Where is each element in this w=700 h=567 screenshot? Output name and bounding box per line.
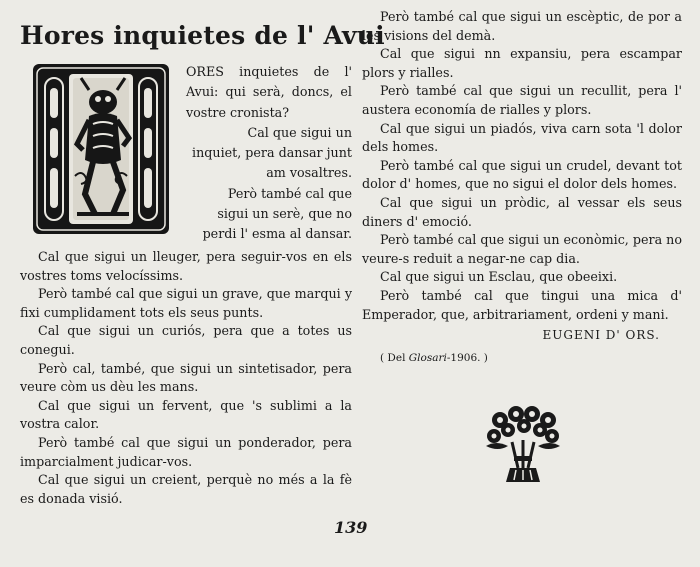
paragraph: Cal que sigui un lleuger, pera seguir-vos en els vostres toms velocíssims. <box>20 249 352 283</box>
source-suffix: -1906. ) <box>446 352 488 365</box>
intro-block <box>20 62 352 248</box>
paragraph: Cal que sigui un pròdic, al vessar els seus diners d' emoció. <box>362 194 682 229</box>
left-column <box>20 8 385 508</box>
source-prefix: ( Del <box>380 352 409 365</box>
intro-text <box>186 62 352 245</box>
right-column <box>362 8 682 366</box>
paragraph: Cal que sigui un piadós, viva carn sota 'l dolor dels homes. <box>362 120 682 155</box>
wheat-sheaf-ornament-icon <box>482 406 564 486</box>
paragraph: Però cal, també, que sigui un sintetisador, pera veure còm us dèu les mans. <box>20 360 352 395</box>
intro-paragraph: Però també cal que sigui un serè, que no perdi l' esma al dansar. <box>202 185 352 242</box>
paragraph: Cal que sigui nn expansiu, pera escampar plors y rialles. <box>362 46 682 80</box>
paragraph: Però també cal que sigui un grave, que marqui y fixi cumplidament tots els seus punts. <box>20 286 352 320</box>
author-signature: EUGENI D' ORS. <box>542 328 660 343</box>
paragraph: Però també cal que tingui una mica d' Emperador, que, arbitrariament, ordeni y mani. <box>362 287 682 322</box>
paragraph: Però també cal que sigui un recullit, pera l' austera economía de rialles y plors. <box>362 83 682 117</box>
paragraph: Cal que sigui un fervent, que 's sublimi a la vostra calor. <box>20 397 352 432</box>
paragraph: Però també cal que sigui un crudel, devant tot dolor d' homes, que no sigui el dolor dels homes. <box>362 157 682 192</box>
paragraph: Cal que sigui un Esclau, que obeeixi. <box>380 269 618 285</box>
intro-paragraph: Cal que sigui un inquiet, pera dansar junt am vosaltres. <box>192 124 352 181</box>
paragraph: Però també cal que sigui un econòmic, pera no veure-s reduit a negar-ne cap dia. <box>362 232 682 266</box>
source-work: Glosari <box>408 352 447 365</box>
illuminated-dropcap-icon <box>33 64 169 234</box>
paragraph: Però també cal que sigui un escèptic, de por a les visions del demà. <box>362 9 682 43</box>
article-title: Hores inquietes de l' Avui <box>20 21 385 50</box>
page-number: 139 <box>334 518 368 537</box>
paragraph: Però també cal que sigui un ponderador, pera imparcialment judicar-vos. <box>20 434 352 469</box>
source-citation <box>380 350 682 366</box>
paragraph: Cal que sigui un curiós, pera que a totes us conegui. <box>20 323 352 357</box>
intro-paragraph: ORES inquietes de l' Avui: qui serà, doncs, el vostre cronista? <box>186 64 352 120</box>
paragraph: Cal que sigui un creient, perquè no més a la fè es donada visió. <box>20 472 352 506</box>
